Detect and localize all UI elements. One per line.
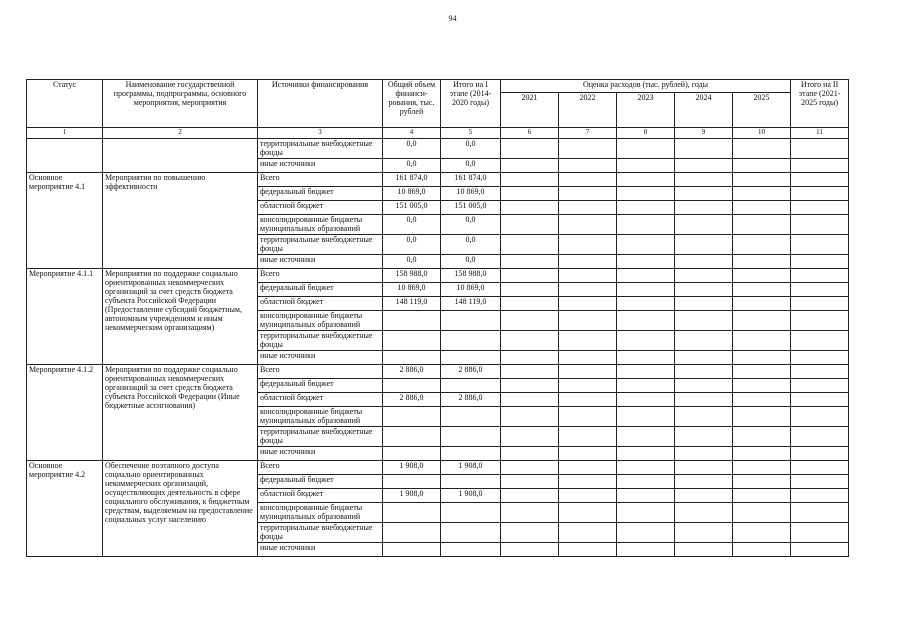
stage1-cell: 10 869,0: [441, 187, 501, 201]
year-cell: [501, 235, 559, 255]
stage1-cell: [441, 427, 501, 447]
stage2-cell: [791, 407, 849, 427]
year-cell: [675, 365, 733, 379]
source-cell: Всего: [258, 173, 383, 187]
year-cell: [617, 201, 675, 215]
stage2-cell: [791, 215, 849, 235]
year-cell: [617, 503, 675, 523]
stage1-cell: [441, 379, 501, 393]
year-cell: [617, 269, 675, 283]
header-estimate: Оценка расходов (тыс. рублей), годы: [501, 80, 791, 93]
stage2-cell: [791, 489, 849, 503]
year-cell: [675, 523, 733, 543]
year-cell: [559, 311, 617, 331]
year-cell: [675, 447, 733, 461]
year-cell: [501, 255, 559, 269]
year-cell: [617, 255, 675, 269]
source-cell: иные источники: [258, 543, 383, 557]
year-cell: [733, 331, 791, 351]
source-cell: консолидированные бюджеты муниципальных образований: [258, 407, 383, 427]
stage1-cell: 161 874,0: [441, 173, 501, 187]
year-cell: [617, 543, 675, 557]
column-number: 10: [733, 128, 791, 139]
stage1-cell: [441, 407, 501, 427]
stage2-cell: [791, 269, 849, 283]
year-cell: [559, 447, 617, 461]
total-cell: [383, 447, 441, 461]
year-cell: [501, 331, 559, 351]
stage1-cell: 0,0: [441, 255, 501, 269]
year-cell: [675, 393, 733, 407]
year-cell: [501, 489, 559, 503]
year-cell: [617, 427, 675, 447]
year-cell: [733, 187, 791, 201]
year-cell: [559, 173, 617, 187]
year-cell: [559, 407, 617, 427]
year-cell: [733, 297, 791, 311]
stage2-cell: [791, 311, 849, 331]
source-cell: территориальные внебюджетные фонды: [258, 139, 383, 159]
year-cell: [559, 393, 617, 407]
year-cell: [617, 379, 675, 393]
stage1-cell: [441, 311, 501, 331]
source-cell: иные источники: [258, 255, 383, 269]
year-cell: [501, 365, 559, 379]
total-cell: 0,0: [383, 235, 441, 255]
source-cell: территориальные внебюджетные фонды: [258, 331, 383, 351]
total-cell: [383, 407, 441, 427]
year-cell: [733, 283, 791, 297]
stage2-cell: [791, 427, 849, 447]
year-cell: [675, 379, 733, 393]
stage2-cell: [791, 461, 849, 475]
total-cell: 0,0: [383, 255, 441, 269]
year-cell: [733, 523, 791, 543]
stage2-cell: [791, 475, 849, 489]
status-cell: Мероприятие 4.1.2: [27, 365, 103, 461]
stage1-cell: 0,0: [441, 215, 501, 235]
total-cell: [383, 351, 441, 365]
year-cell: [559, 255, 617, 269]
table-row: [27, 269, 849, 283]
year-cell: [559, 461, 617, 475]
year-cell: [675, 297, 733, 311]
year-cell: [559, 201, 617, 215]
year-cell: [675, 201, 733, 215]
year-cell: [559, 331, 617, 351]
year-cell: [617, 173, 675, 187]
year-cell: [501, 139, 559, 159]
column-number: 4: [383, 128, 441, 139]
year-cell: [501, 427, 559, 447]
source-cell: консолидированные бюджеты муниципальных образований: [258, 311, 383, 331]
year-cell: [501, 543, 559, 557]
year-cell: [733, 235, 791, 255]
total-cell: [383, 503, 441, 523]
year-cell: [675, 139, 733, 159]
header-year: 2021: [501, 93, 559, 128]
column-number: 9: [675, 128, 733, 139]
source-cell: Всего: [258, 461, 383, 475]
source-cell: областной бюджет: [258, 201, 383, 215]
year-cell: [559, 543, 617, 557]
year-cell: [733, 159, 791, 173]
measure-name-cell: Мероприятия по поддержке социально ориентированных некоммерческих организаций за счет средств бюджета субъекта Российской Федерации (Иные бюджетные ассигнования): [103, 365, 258, 461]
year-cell: [675, 255, 733, 269]
year-cell: [617, 159, 675, 173]
year-cell: [559, 379, 617, 393]
year-cell: [675, 283, 733, 297]
year-cell: [501, 447, 559, 461]
year-cell: [733, 215, 791, 235]
stage2-cell: [791, 173, 849, 187]
stage2-cell: [791, 393, 849, 407]
source-cell: федеральный бюджет: [258, 475, 383, 489]
year-cell: [501, 407, 559, 427]
stage2-cell: [791, 351, 849, 365]
year-cell: [559, 427, 617, 447]
column-number: 8: [617, 128, 675, 139]
year-cell: [733, 379, 791, 393]
total-cell: 0,0: [383, 159, 441, 173]
year-cell: [617, 283, 675, 297]
table-body: [27, 139, 849, 557]
header-total: Общий объем финанси-рования, тыс. рублей: [383, 80, 441, 128]
year-cell: [617, 311, 675, 331]
year-cell: [733, 475, 791, 489]
stage1-cell: 10 869,0: [441, 283, 501, 297]
year-cell: [733, 173, 791, 187]
total-cell: 2 886,0: [383, 365, 441, 379]
stage1-cell: 158 988,0: [441, 269, 501, 283]
measure-name-cell: Обеспечение поэтапного доступа социально ориентированных некоммерческих организаций, осуществляющих деятельность в сфере социального обслуживания, к бюджетным средствам, выделяемым на предоставление социальных услуг населению: [103, 461, 258, 557]
year-cell: [559, 297, 617, 311]
table-row: [27, 139, 849, 159]
stage2-cell: [791, 201, 849, 215]
year-cell: [675, 269, 733, 283]
column-number: 7: [559, 128, 617, 139]
column-number: 1: [27, 128, 103, 139]
year-cell: [559, 503, 617, 523]
status-cell: Мероприятие 4.1.1: [27, 269, 103, 365]
source-cell: территориальные внебюджетные фонды: [258, 235, 383, 255]
source-cell: иные источники: [258, 447, 383, 461]
stage1-cell: [441, 447, 501, 461]
year-cell: [617, 461, 675, 475]
total-cell: 2 886,0: [383, 393, 441, 407]
year-cell: [675, 311, 733, 331]
year-cell: [733, 393, 791, 407]
total-cell: [383, 543, 441, 557]
source-cell: консолидированные бюджеты муниципальных образований: [258, 215, 383, 235]
year-cell: [559, 489, 617, 503]
column-number: 6: [501, 128, 559, 139]
total-cell: [383, 475, 441, 489]
year-cell: [733, 365, 791, 379]
year-cell: [733, 255, 791, 269]
year-cell: [559, 187, 617, 201]
year-cell: [617, 447, 675, 461]
stage1-cell: 1 908,0: [441, 461, 501, 475]
year-cell: [675, 475, 733, 489]
stage2-cell: [791, 297, 849, 311]
year-cell: [733, 427, 791, 447]
stage1-cell: 2 886,0: [441, 365, 501, 379]
year-cell: [501, 201, 559, 215]
stage1-cell: 151 005,0: [441, 201, 501, 215]
year-cell: [733, 269, 791, 283]
year-cell: [733, 447, 791, 461]
stage1-cell: [441, 543, 501, 557]
year-cell: [501, 283, 559, 297]
source-cell: федеральный бюджет: [258, 379, 383, 393]
year-cell: [559, 215, 617, 235]
source-cell: областной бюджет: [258, 297, 383, 311]
source-cell: территориальные внебюджетные фонды: [258, 523, 383, 543]
status-cell: Основное мероприятие 4.1: [27, 173, 103, 269]
year-cell: [559, 139, 617, 159]
stage2-cell: [791, 255, 849, 269]
year-cell: [559, 235, 617, 255]
year-cell: [617, 351, 675, 365]
year-cell: [675, 173, 733, 187]
year-cell: [501, 523, 559, 543]
table-row: [27, 461, 849, 475]
financing-table: [26, 79, 849, 557]
column-number-row: [27, 128, 849, 139]
stage1-cell: 0,0: [441, 235, 501, 255]
stage2-cell: [791, 331, 849, 351]
year-cell: [501, 311, 559, 331]
stage2-cell: [791, 379, 849, 393]
source-cell: областной бюджет: [258, 489, 383, 503]
year-cell: [501, 379, 559, 393]
total-cell: 158 988,0: [383, 269, 441, 283]
stage2-cell: [791, 447, 849, 461]
source-cell: федеральный бюджет: [258, 283, 383, 297]
source-cell: консолидированные бюджеты муниципальных образований: [258, 503, 383, 523]
year-cell: [559, 475, 617, 489]
year-cell: [617, 475, 675, 489]
total-cell: [383, 311, 441, 331]
year-cell: [559, 269, 617, 283]
stage2-cell: [791, 235, 849, 255]
stage1-cell: 1 908,0: [441, 489, 501, 503]
year-cell: [733, 461, 791, 475]
stage1-cell: [441, 331, 501, 351]
source-cell: иные источники: [258, 159, 383, 173]
year-cell: [617, 489, 675, 503]
year-cell: [733, 407, 791, 427]
year-cell: [617, 297, 675, 311]
table-row: [27, 173, 849, 187]
source-cell: федеральный бюджет: [258, 187, 383, 201]
year-cell: [559, 351, 617, 365]
stage1-cell: [441, 351, 501, 365]
year-cell: [675, 351, 733, 365]
total-cell: 0,0: [383, 139, 441, 159]
page-number: 94: [448, 14, 457, 23]
total-cell: 10 869,0: [383, 283, 441, 297]
year-cell: [617, 215, 675, 235]
year-cell: [617, 393, 675, 407]
total-cell: 0,0: [383, 215, 441, 235]
source-cell: Всего: [258, 269, 383, 283]
year-cell: [675, 503, 733, 523]
year-cell: [617, 187, 675, 201]
total-cell: 1 908,0: [383, 461, 441, 475]
status-cell: [27, 139, 103, 173]
year-cell: [501, 503, 559, 523]
year-cell: [675, 235, 733, 255]
year-cell: [559, 365, 617, 379]
year-cell: [617, 365, 675, 379]
source-cell: территориальные внебюджетные фонды: [258, 427, 383, 447]
year-cell: [675, 159, 733, 173]
year-cell: [733, 503, 791, 523]
year-cell: [675, 331, 733, 351]
stage2-cell: [791, 187, 849, 201]
stage2-cell: [791, 503, 849, 523]
header-year: 2024: [675, 93, 733, 128]
year-cell: [617, 331, 675, 351]
year-cell: [733, 489, 791, 503]
total-cell: 161 874,0: [383, 173, 441, 187]
year-cell: [501, 187, 559, 201]
year-cell: [675, 543, 733, 557]
stage1-cell: [441, 503, 501, 523]
total-cell: 10 869,0: [383, 187, 441, 201]
header-stage2: Итого на II этапе (2021-2025 годы): [791, 80, 849, 128]
stage1-cell: 2 886,0: [441, 393, 501, 407]
year-cell: [733, 311, 791, 331]
year-cell: [501, 297, 559, 311]
year-cell: [617, 235, 675, 255]
year-cell: [501, 461, 559, 475]
header-sources: Источники финансирования: [258, 80, 383, 128]
header-year: 2023: [617, 93, 675, 128]
total-cell: [383, 379, 441, 393]
source-cell: иные источники: [258, 351, 383, 365]
year-cell: [559, 283, 617, 297]
column-number: 3: [258, 128, 383, 139]
total-cell: 151 005,0: [383, 201, 441, 215]
stage2-cell: [791, 283, 849, 297]
column-number: 5: [441, 128, 501, 139]
stage1-cell: [441, 523, 501, 543]
total-cell: 1 908,0: [383, 489, 441, 503]
stage2-cell: [791, 159, 849, 173]
total-cell: [383, 331, 441, 351]
stage1-cell: 0,0: [441, 139, 501, 159]
stage1-cell: 148 119,0: [441, 297, 501, 311]
table-row: [27, 365, 849, 379]
stage2-cell: [791, 543, 849, 557]
header-status: Статус: [27, 80, 103, 128]
year-cell: [675, 489, 733, 503]
stage1-cell: 0,0: [441, 159, 501, 173]
year-cell: [733, 351, 791, 365]
measure-name-cell: [103, 139, 258, 173]
year-cell: [675, 461, 733, 475]
year-cell: [501, 269, 559, 283]
stage2-cell: [791, 365, 849, 379]
year-cell: [501, 215, 559, 235]
header-name: Наименование государственной программы, подпрограммы, основного мероприятия, мероприятия: [103, 80, 258, 128]
year-cell: [617, 523, 675, 543]
source-cell: областной бюджет: [258, 393, 383, 407]
stage1-cell: [441, 475, 501, 489]
year-cell: [675, 187, 733, 201]
year-cell: [733, 543, 791, 557]
year-cell: [559, 523, 617, 543]
stage2-cell: [791, 139, 849, 159]
measure-name-cell: Мероприятия по повышению эффективности: [103, 173, 258, 269]
header-year: 2025: [733, 93, 791, 128]
total-cell: [383, 427, 441, 447]
header-year: 2022: [559, 93, 617, 128]
header-stage1: Итого на I этапе (2014-2020 годы): [441, 80, 501, 128]
stage2-cell: [791, 523, 849, 543]
year-cell: [501, 475, 559, 489]
status-cell: Основное мероприятие 4.2: [27, 461, 103, 557]
column-number: 11: [791, 128, 849, 139]
year-cell: [733, 201, 791, 215]
year-cell: [501, 351, 559, 365]
year-cell: [501, 173, 559, 187]
year-cell: [675, 215, 733, 235]
year-cell: [675, 427, 733, 447]
year-cell: [501, 159, 559, 173]
column-number: 2: [103, 128, 258, 139]
year-cell: [675, 407, 733, 427]
year-cell: [617, 139, 675, 159]
total-cell: [383, 523, 441, 543]
measure-name-cell: Мероприятия по поддержке социально ориентированных некоммерческих организаций за счет средств бюджета субъекта Российской Федерации (Предоставление субсидий бюджетным, автономным учреждениям и иным некоммерческим организациям): [103, 269, 258, 365]
year-cell: [501, 393, 559, 407]
total-cell: 148 119,0: [383, 297, 441, 311]
year-cell: [733, 139, 791, 159]
year-cell: [559, 159, 617, 173]
source-cell: Всего: [258, 365, 383, 379]
year-cell: [617, 407, 675, 427]
